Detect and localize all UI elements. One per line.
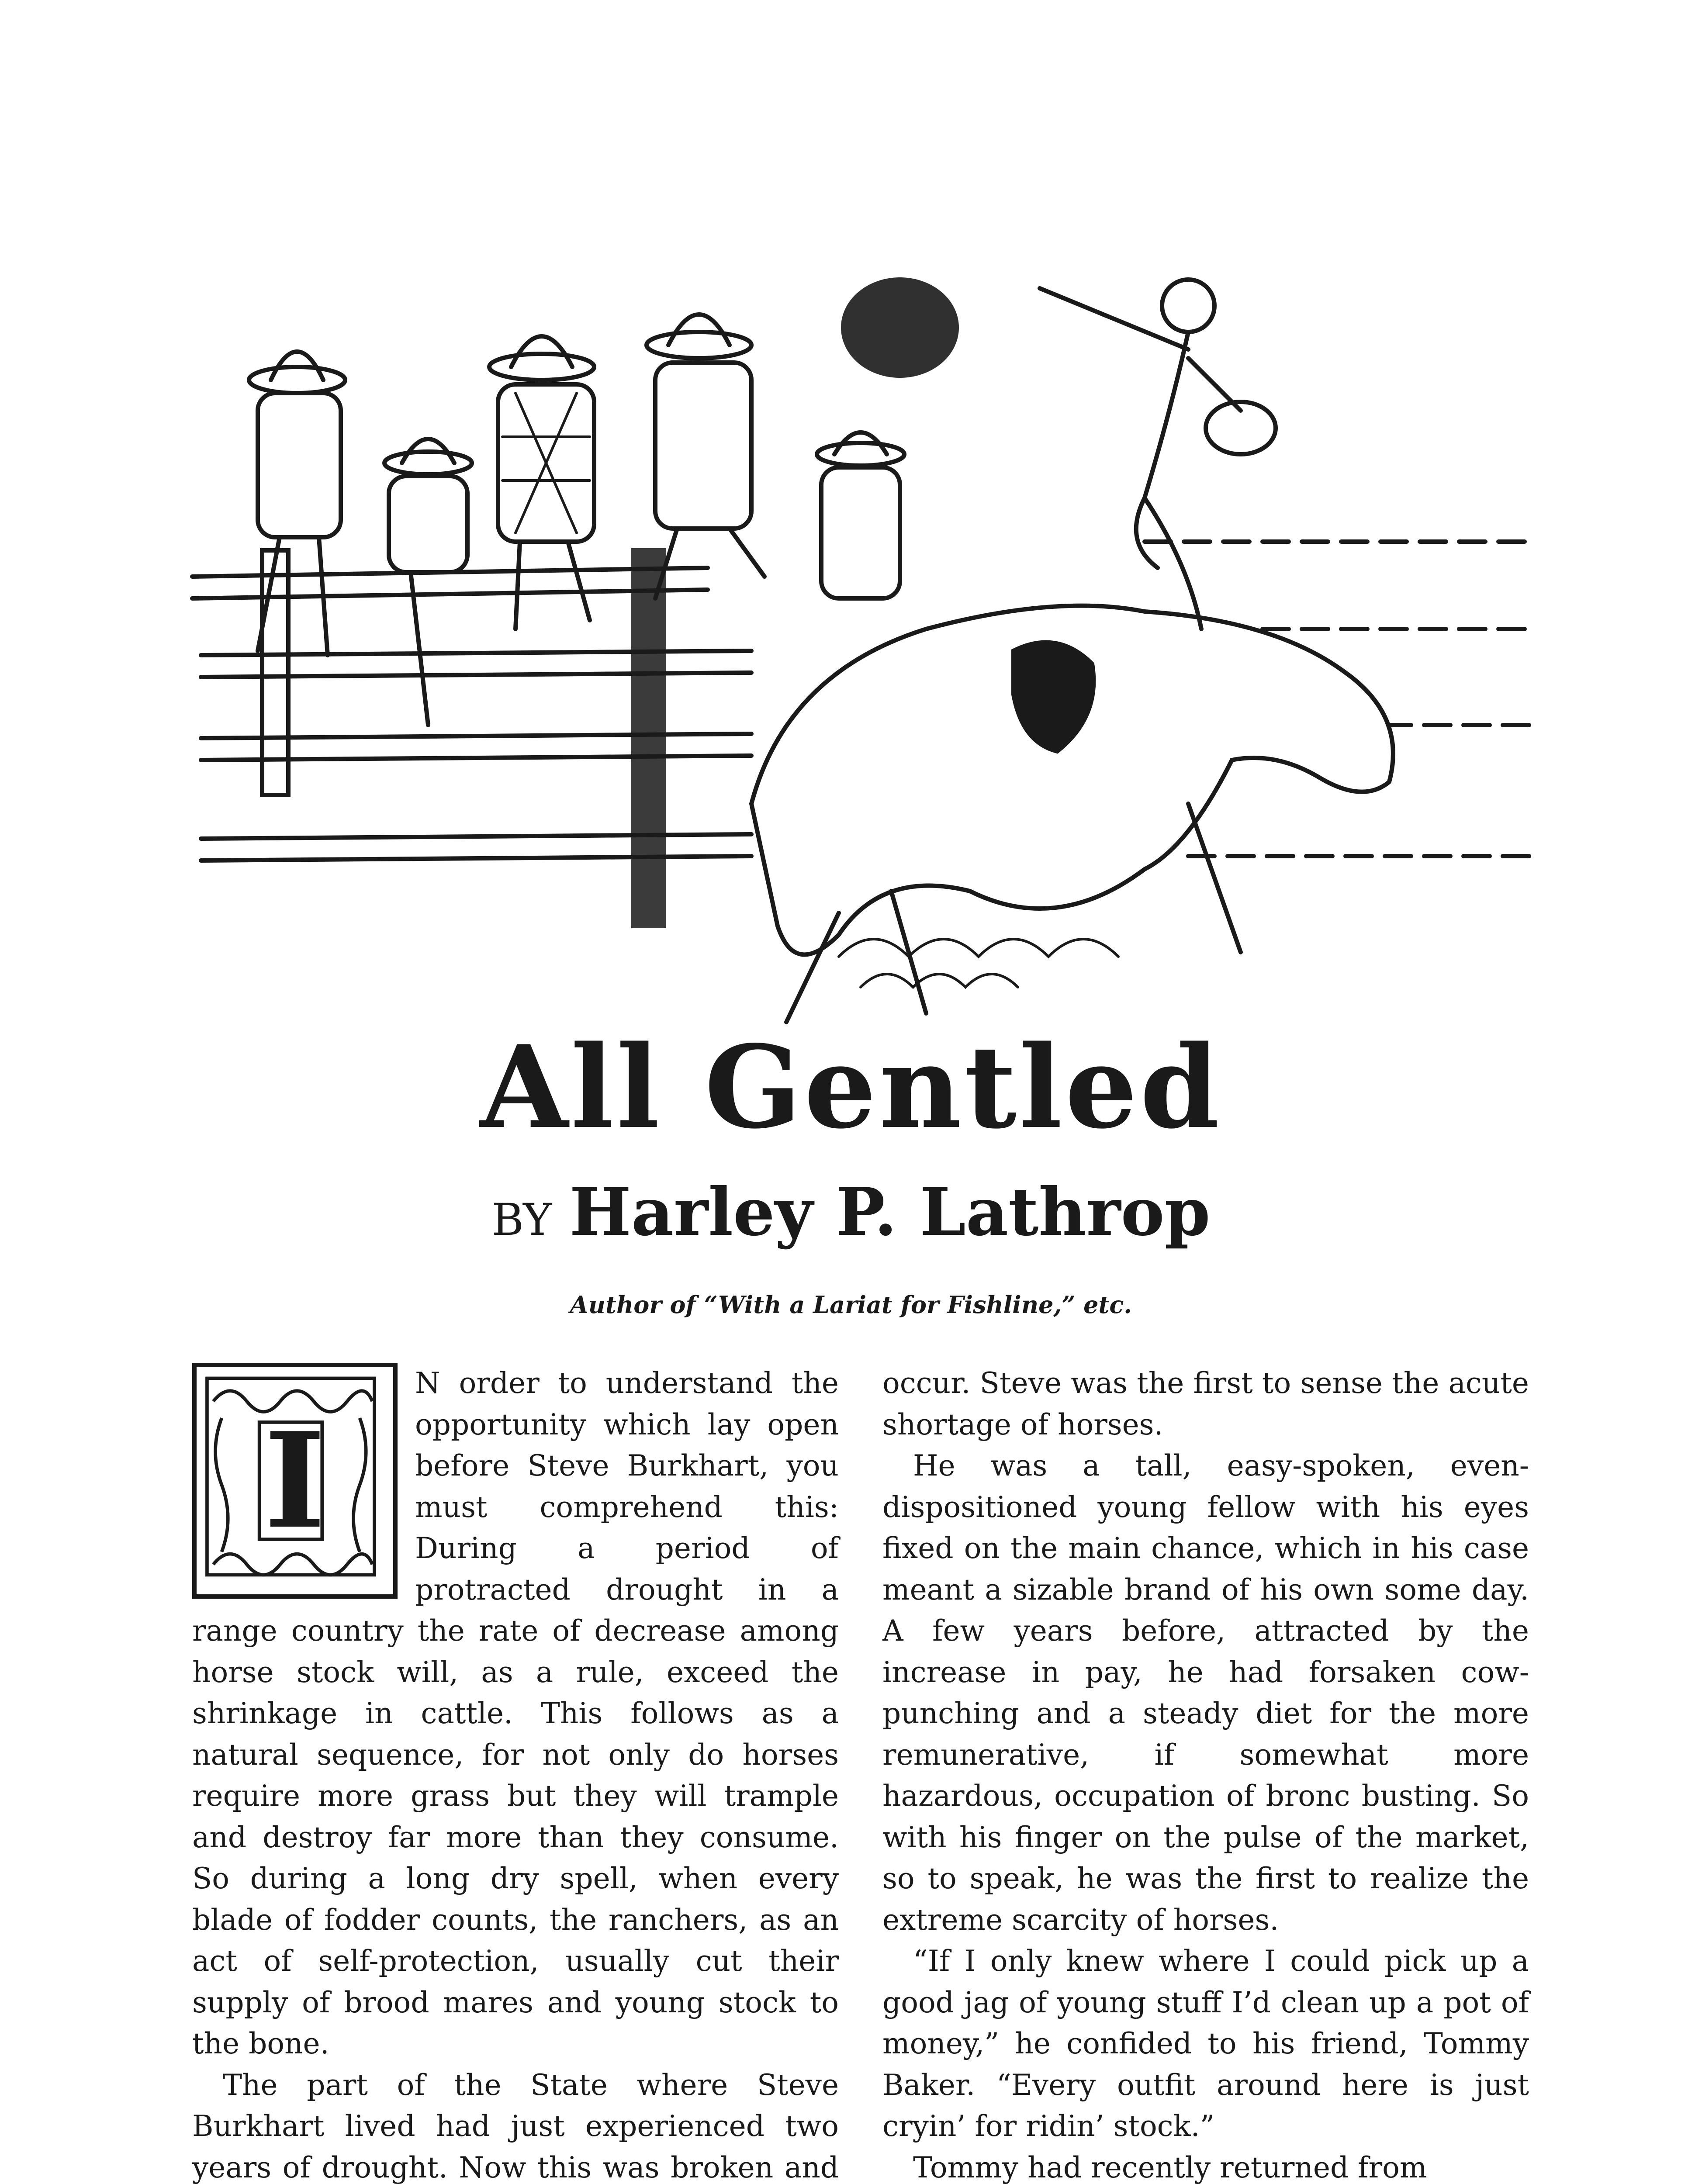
byline-prefix: BY [491,1194,552,1245]
bronco-rider-illustration [183,236,1546,1048]
paragraph: N order to understand the opportunity which lay open before Steve Burkhart, you must comprehend this: During a period of protracted drought in a range country the rate of decrease among horse stock will, as a rule, exceed the shrinkage in cattle. This follows as a natural sequence, for not only do horses require more grass but they will trample and destroy far more than they consume. So during a long dry spell, when every blade of fodder counts, the ranchers, as an act of self-protection, usually cut their supply of brood mares and young stock to the bone. [192,1366,839,2060]
paragraph: He was a tall, easy-spoken, even-dispositioned young fellow with his eyes fixed on the main chance, which in his case meant a sizable brand of his own some day. A few years before, attracted by the increase in pay, he had forsaken cow-punching and a steady diet for the more remunerative, if somewhat more hazardous, occupation of bronc busting. So with his finger on the pulse of the market, so to speak, he was the first to realize the extreme scarcity of horses. [882,1449,1529,1937]
text-column-left [192,1363,839,2184]
author-credit: Author of “With a Lariat for Fishline,” etc. [570,1291,1132,1319]
text-column-right [882,1363,1529,2184]
paragraph: occur. Steve was the first to sense the acute shortage of horses. [882,1366,1529,1441]
header-illustration [183,236,1546,1048]
paragraph: The part of the State where Steve Burkhart lived had just experienced two years of drought. Now this was broken and [192,2068,839,2184]
story-title: All Gentled [480,1021,1222,1154]
byline [0,1174,1702,1251]
drop-cap [192,1363,398,1599]
paragraph: Tommy had recently returned from [913,2150,1427,2184]
paragraph: “If I only knew where I could pick up a good jag of young stuff I’d clean up a pot of money,” he confided to his friend, Tommy Baker. “Every outfit around here is just cryin’ for ridin’ stock.” [882,1944,1529,2143]
author-name: Harley P. Lathrop [569,1174,1211,1251]
drop-cap-letter: I [264,1403,326,1558]
